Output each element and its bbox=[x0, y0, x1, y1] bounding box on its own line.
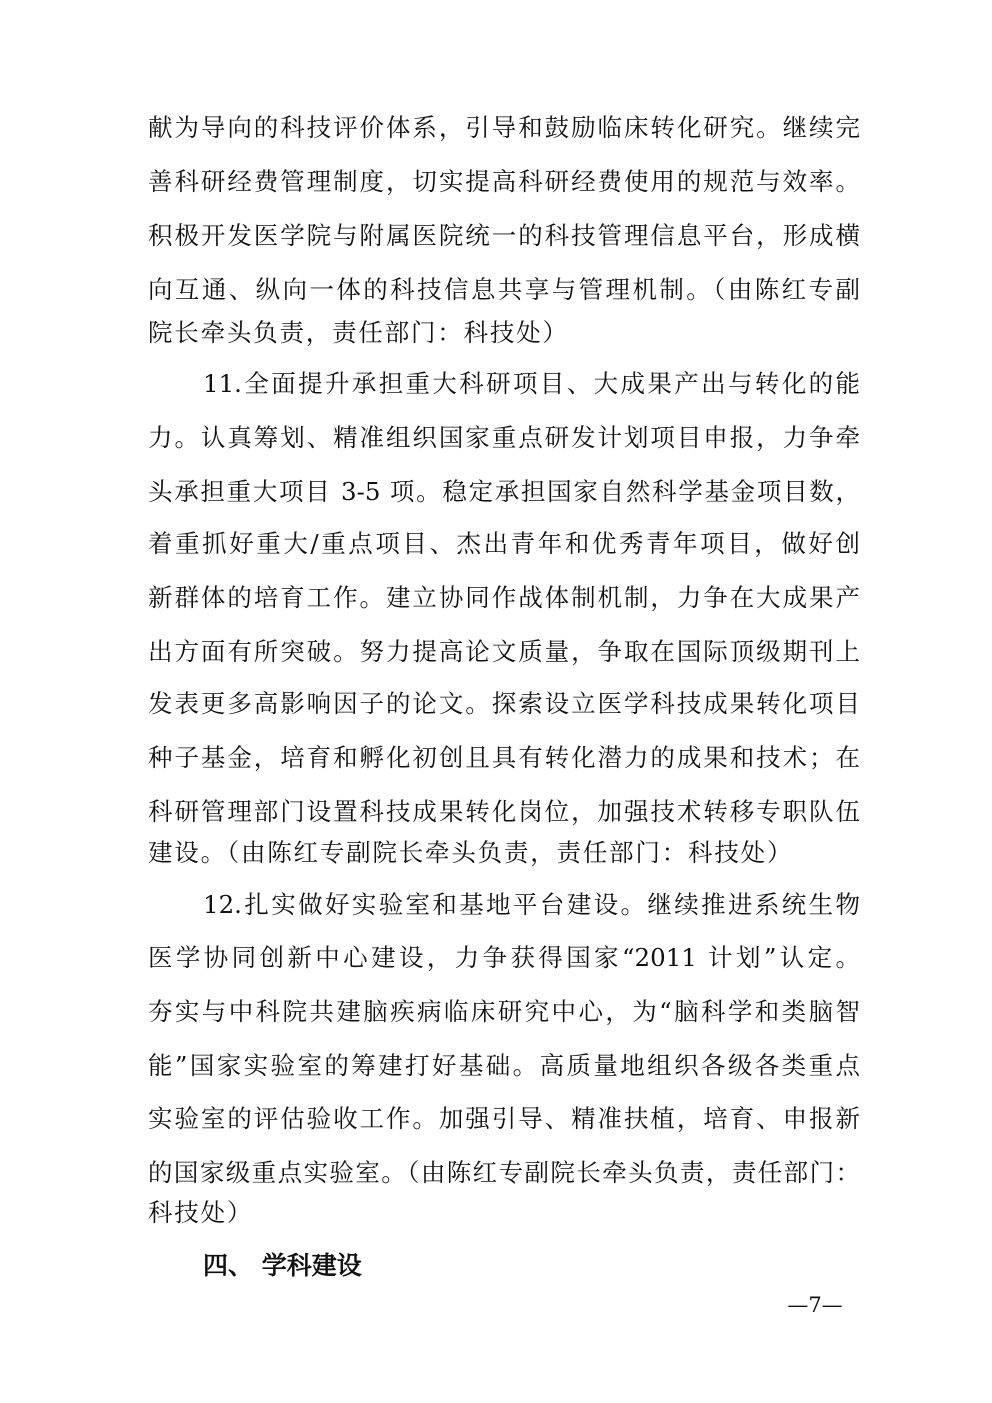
paragraph-line: 科技处） bbox=[148, 1198, 254, 1227]
paragraph-line: 献为导向的科技评价体系，引导和鼓励临床转化研究。继续完 bbox=[148, 113, 860, 142]
paragraph-line: 发表更多高影响因子的论文。探索设立医学科技成果转化项目 bbox=[148, 689, 860, 718]
paragraph-line: 出方面有所突破。努力提高论文质量，争取在国际顶级期刊上 bbox=[148, 637, 860, 666]
section-heading: 四、 学科建设 bbox=[203, 1251, 362, 1280]
paragraph-line: 新群体的培育工作。建立协同作战体制机制，力争在大成果产 bbox=[148, 583, 860, 612]
paragraph-line: 种子基金，培育和孵化初创且具有转化潜力的成果和技术；在 bbox=[148, 743, 860, 772]
paragraph-line: 头承担重大项目 3-5 项。稳定承担国家自然科学基金项目数， bbox=[148, 477, 860, 506]
paragraph-line: 善科研经费管理制度，切实提高科研经费使用的规范与效率。 bbox=[148, 167, 860, 196]
paragraph-line: 11.全面提升承担重大科研项目、大成果产出与转化的能 bbox=[203, 369, 860, 398]
paragraph-line: 院长牵头负责，责任部门：科技处） bbox=[148, 318, 569, 347]
paragraph-line: 实验室的评估验收工作。加强引导、精准扶植，培育、申报新 bbox=[148, 1104, 860, 1133]
paragraph-line: 医学协同创新中心建设，力争获得国家“2011 计划”认定。 bbox=[148, 943, 860, 972]
paragraph-line: 12.扎实做好实验室和基地平台建设。继续推进系统生物 bbox=[203, 890, 860, 919]
paragraph-line: 建设。（由陈红专副院长牵头负责，责任部门：科技处） bbox=[148, 838, 794, 867]
paragraph-line: 积极开发医学院与附属医院统一的科技管理信息平台，形成横 bbox=[148, 221, 860, 250]
paragraph-line: 科研管理部门设置科技成果转化岗位，加强技术转移专职队伍 bbox=[148, 797, 860, 826]
page-number: —7— bbox=[787, 1293, 843, 1317]
paragraph-line: 能”国家实验室的筹建打好基础。高质量地组织各级各类重点 bbox=[148, 1051, 860, 1080]
paragraph-line: 夯实与中科院共建脑疾病临床研究中心，为“脑科学和类脑智 bbox=[148, 997, 860, 1026]
paragraph-line: 的国家级重点实验室。（由陈红专副院长牵头负责，责任部门： bbox=[148, 1158, 860, 1187]
paragraph-line: 力。认真筹划、精准组织国家重点研发计划项目申报，力争牵 bbox=[148, 423, 860, 452]
paragraph-line: 着重抓好重大/重点项目、杰出青年和优秀青年项目，做好创 bbox=[148, 529, 860, 558]
paragraph-line: 向互通、纵向一体的科技信息共享与管理机制。（由陈红专副 bbox=[148, 275, 860, 304]
